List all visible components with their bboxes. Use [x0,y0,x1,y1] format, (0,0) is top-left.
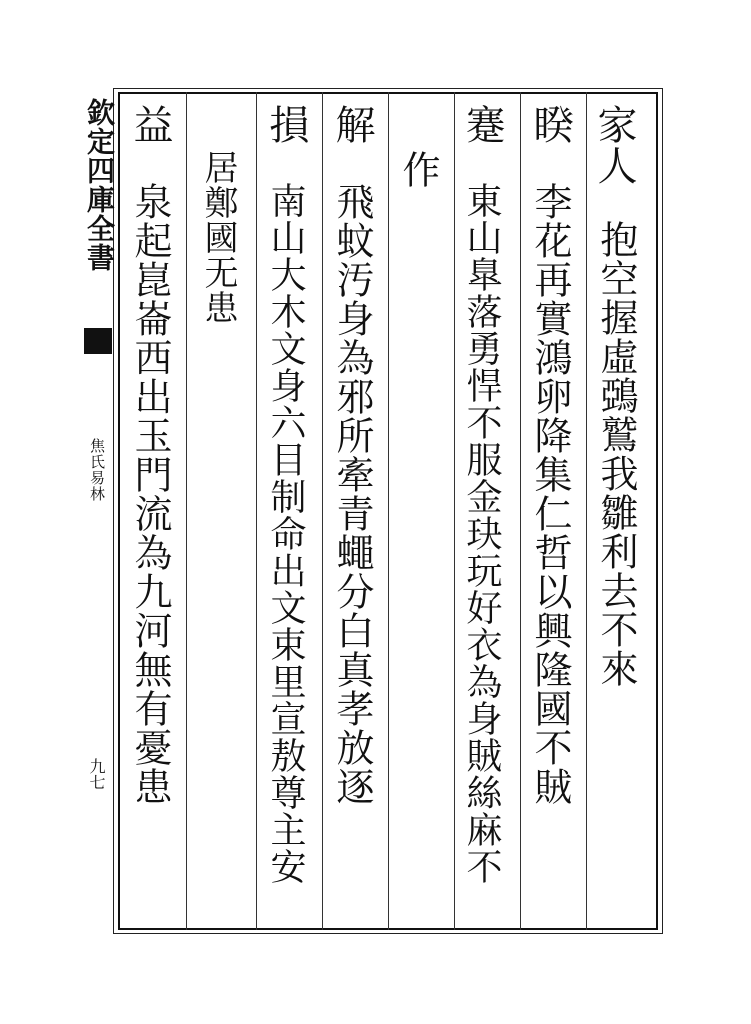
verse-text: 泉起崑崙西出玉門流為九河無有憂患 [128,182,172,806]
hexagram-label: 損 [263,104,309,145]
hexagram-label: 解 [329,104,375,145]
book-title: 焦氏易林 [88,438,106,502]
verse-text: 李花再實鴻卵降集仁哲以興隆國不賊 [528,182,572,806]
hexagram-label: 睽 [527,104,573,145]
verse-continuation: 作 [396,150,440,189]
verse-text: 飛蚊汚身為邪所牽青蠅分白真孝放逐 [330,182,374,806]
column-rule [256,92,257,930]
verse-text: 東山臯落勇悍不服金玦玩好衣為身賊絲麻不 [461,182,502,885]
column-rule [388,92,389,930]
verse-continuation: 居鄭國无患 [198,150,238,325]
column-rule [520,92,521,930]
column-rule [454,92,455,930]
page-number: 九七 [87,758,106,790]
column-rule [322,92,323,930]
column-rule [586,92,587,930]
hexagram-label: 蹇 [459,104,505,145]
fishtail-mark [84,328,112,354]
collection-title: 欽定四庫全書 [83,98,116,272]
hexagram-label: 家人 [591,104,637,186]
verse-text: 抱空握虛鵶鷲我雛利去不來 [594,220,638,688]
column-rule [186,92,187,930]
hexagram-label: 益 [127,104,173,145]
verse-text: 南山大木文身六目制命出文束里宣敖尊主安 [265,182,306,885]
